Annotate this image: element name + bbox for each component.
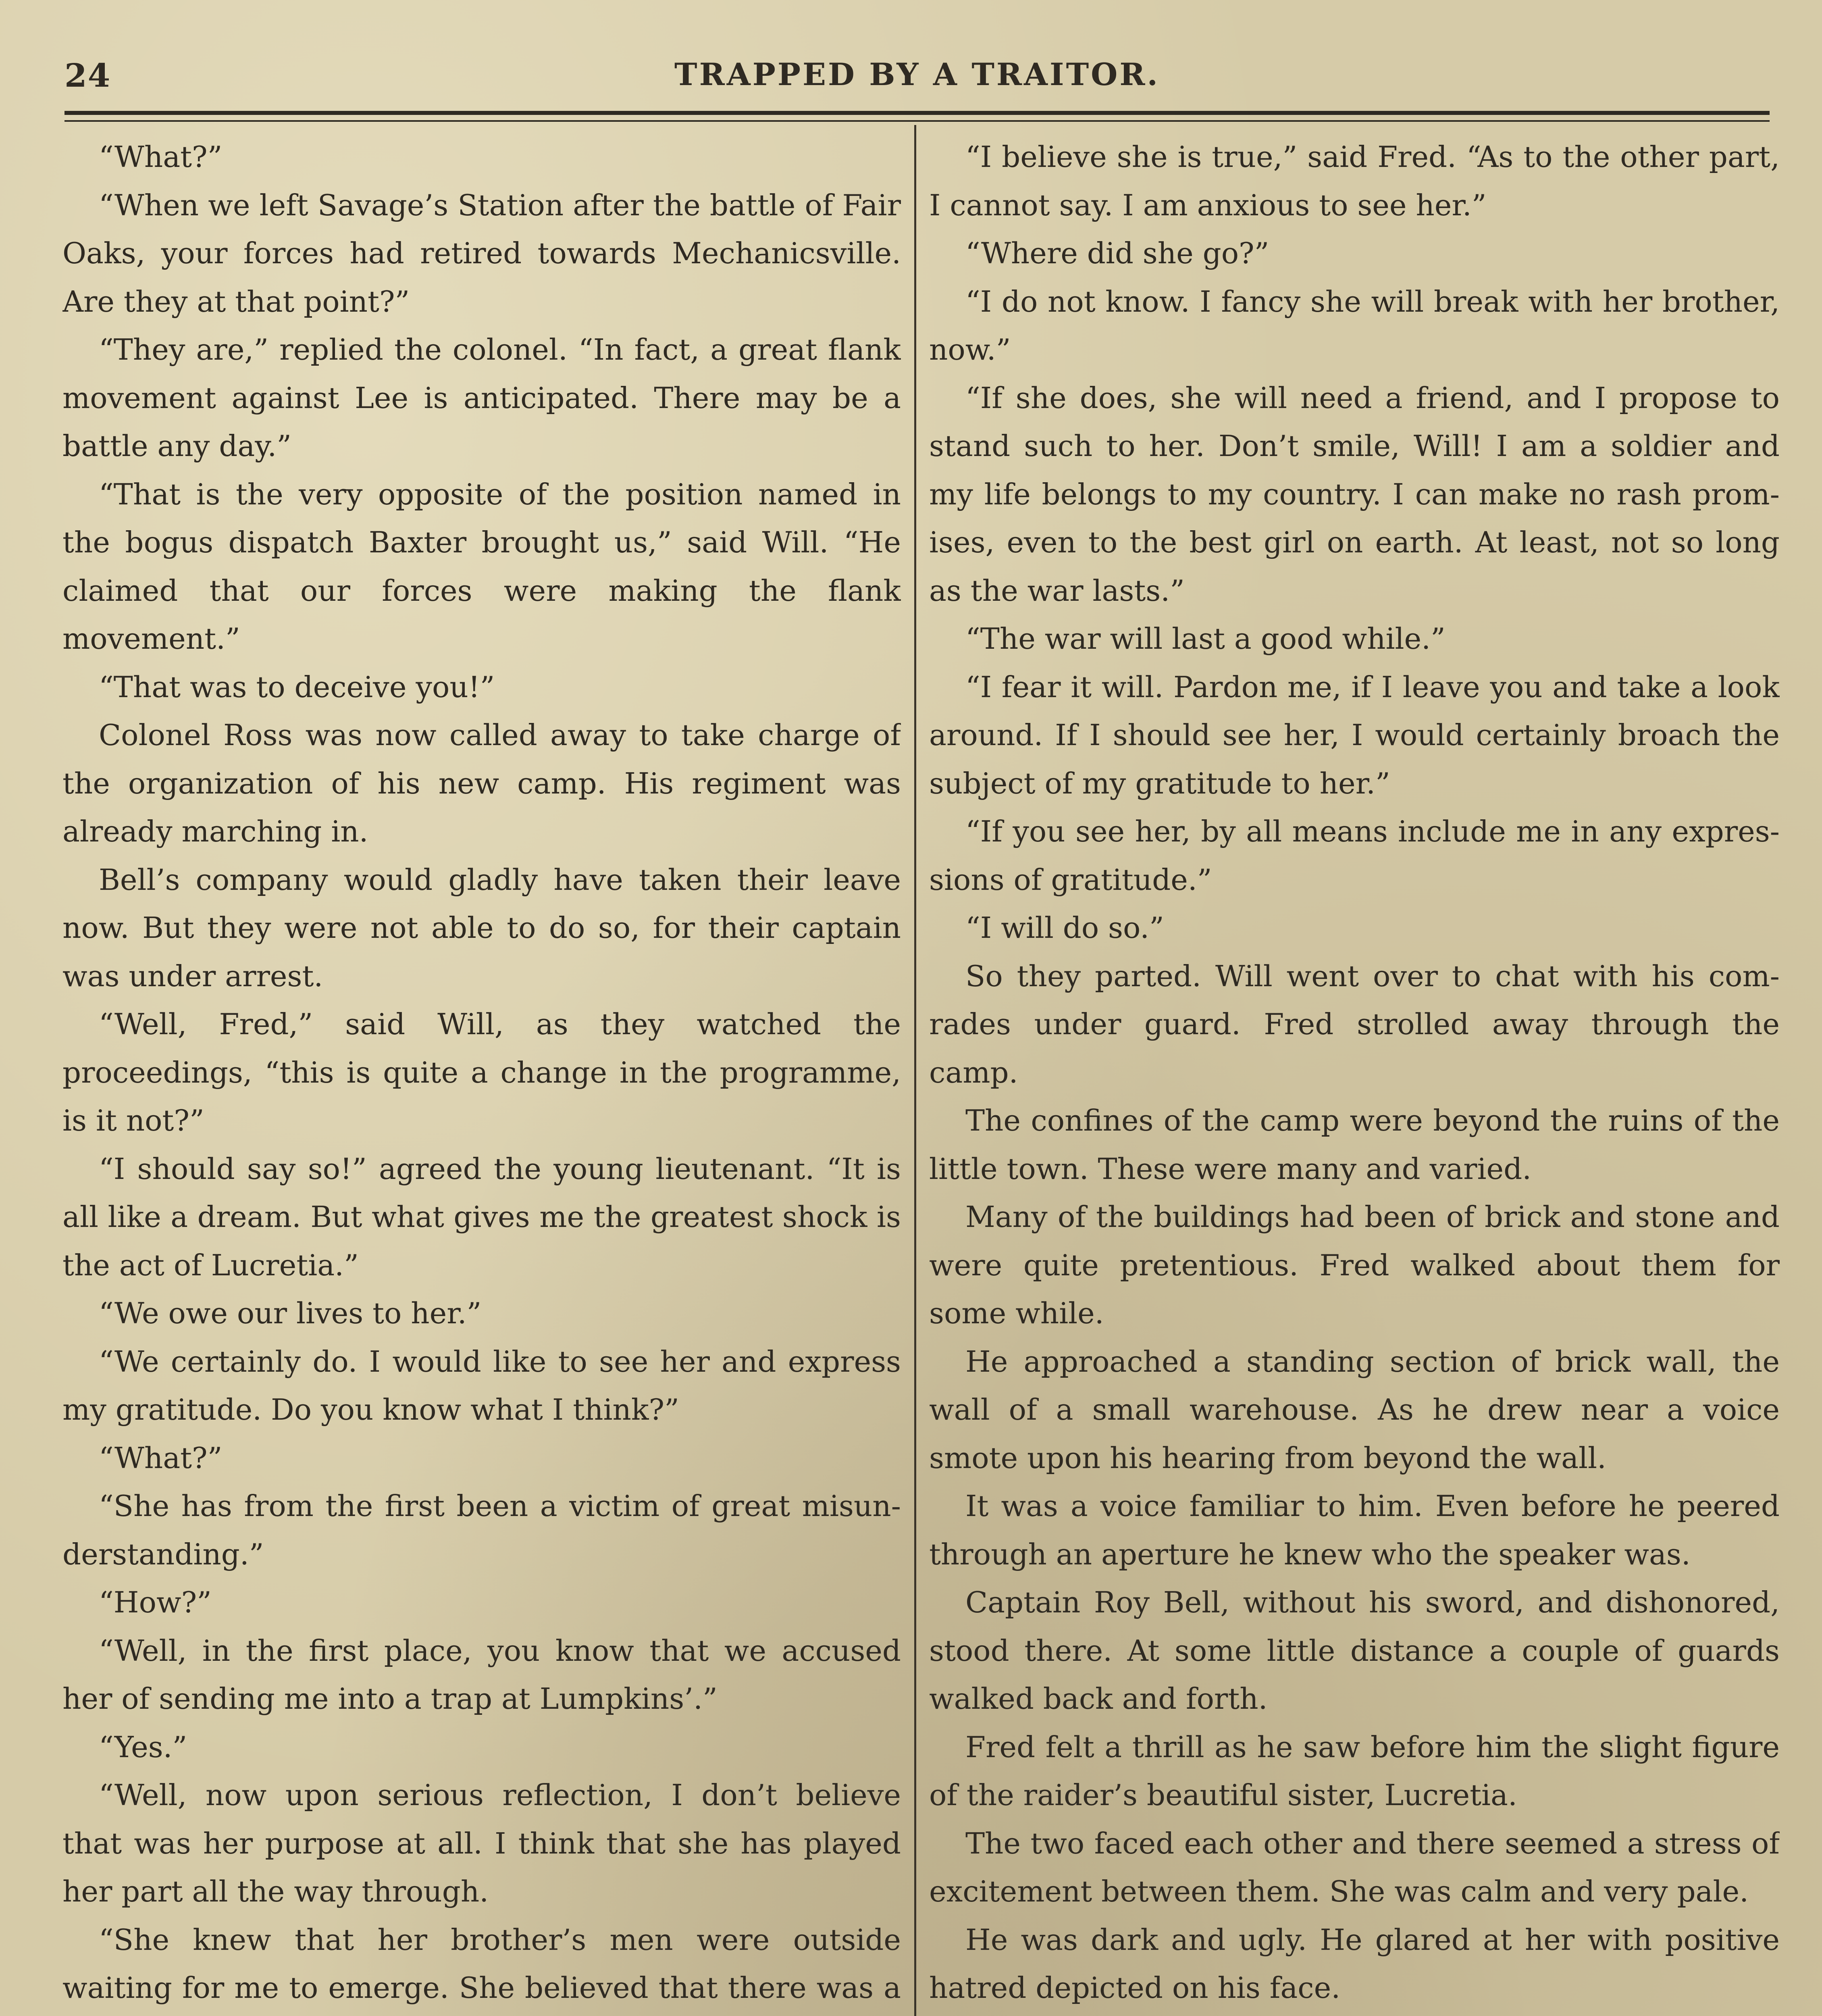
- paragraph: “How?”: [99, 1585, 212, 1619]
- paragraph: “We certainly do. I would like to see her and express my gratitude. Do you know what I think?”: [62, 1344, 901, 1427]
- running-title: TRAPPED BY A TRAITOR.: [674, 56, 1160, 92]
- paragraph: The confines of the camp were beyond the ruins of the little town. These were many and varied.: [929, 1104, 1780, 1186]
- paragraph: [929, 2012, 1780, 2016]
- paragraph: Colonel Ross was now called away to take charge of the organization of his new camp. His regiment was already marching in.: [62, 718, 901, 848]
- paragraph: It was a voice familiar to him. Even before he peered through an aperture he knew who the speaker was.: [929, 1489, 1780, 1571]
- page-number: 24: [64, 56, 111, 94]
- paragraph: The two faced each other and there seemed a stress of excitement between them. She was calm and very pale.: [929, 1826, 1780, 1908]
- paragraph: “Well, now upon serious reflection, I don’t believe that was her purpose at all. I think that she has played her part all the way through.: [62, 1778, 901, 1908]
- left-text-column: [62, 133, 901, 2016]
- paragraph: “That was to deceive you!”: [99, 670, 495, 704]
- paragraph: Captain Roy Bell, without his sword, and dishonored, stood there. At some little distance a couple of guards walked back and forth.: [929, 1585, 1780, 1716]
- column-divider: [914, 125, 916, 2016]
- paragraph: “I should say so!” agreed the young lieutenant. “It is all like a dream. But what gives me the greatest shock is the act of Lucretia.”: [62, 1152, 901, 1282]
- paragraph: So they parted. Will went over to chat with his comrades under guard. Fred strolled away through the camp.: [929, 959, 1780, 1089]
- paragraph: “If she does, she will need a friend, and I propose to stand such to her. Don’t smile, Will! I am a soldier and my life belongs to my country. I can make no rash promises, even to the best girl on earth. At least, not so long as the war lasts.”: [929, 381, 1780, 608]
- paragraph: “She has from the first been a victim of great misunderstanding.”: [62, 1489, 901, 1571]
- header-rule-thick: [64, 111, 1770, 115]
- paragraph: “I do not know. I fancy she will break with her brother, now.”: [929, 284, 1780, 367]
- paragraph: “When we left Savage’s Station after the battle of Fair Oaks, your forces had retired towards Mechanicsville. Are they at that point?”: [62, 188, 901, 319]
- paragraph: “They are,” replied the colonel. “In fact, a great flank movement against Lee is anticipated. There may be a battle any day.”: [62, 333, 901, 463]
- paragraph: Fred felt a thrill as he saw before him the slight figure of the raider’s beautiful sister, Lucretia.: [929, 1730, 1780, 1812]
- paragraph: “I will do so.”: [965, 911, 1164, 945]
- paragraph: “Well, in the first place, you know that we accused her of sending me into a trap at Lumpkins’.”: [62, 1633, 901, 1716]
- running-header: [64, 48, 1770, 105]
- paragraph: “I believe she is true,” said Fred. “As to the other part, I cannot say. I am anxious to see her.”: [929, 140, 1780, 222]
- paragraph: He approached a standing section of brick wall, the wall of a small warehouse. As he drew near a voice smote upon his hearing from beyond the wall.: [929, 1344, 1780, 1475]
- paragraph: “That is the very opposite of the position named in the bogus dispatch Baxter brought us,” said Will. “He claimed that our forces were making the flank movement.”: [62, 477, 901, 656]
- right-text-column: [929, 133, 1780, 2016]
- paragraph: He was dark and ugly. He glared at her with positive hatred depicted on his face.: [929, 1922, 1780, 2005]
- paragraph: “Where did she go?”: [965, 236, 1269, 270]
- paragraph: Many of the buildings had been of brick and stone and were quite pretentious. Fred walked about them for some while.: [929, 1200, 1780, 1330]
- paragraph: “What?”: [99, 1441, 223, 1475]
- paragraph: “If you see her, by all means include me in any expressions of gratitude.”: [929, 814, 1780, 897]
- paragraph: “Yes.”: [99, 1730, 187, 1764]
- paragraph: “The war will last a good while.”: [965, 622, 1446, 656]
- header-rule-thin: [64, 120, 1770, 122]
- paragraph: “I fear it will. Pardon me, if I leave you and take a look around. If I should see her, I would certainly broach the subject of my gratitude to her.”: [929, 670, 1780, 800]
- paragraph: “We owe our lives to her.”: [99, 1296, 482, 1330]
- paragraph: “Well, Fred,” said Will, as they watched the proceedings, “this is quite a change in the programme, is it not?”: [62, 1007, 901, 1137]
- paragraph: Bell’s company would gladly have taken their leave now. But they were not able to do so, for their captain was under arrest.: [62, 862, 901, 993]
- paragraph: “She knew that her brother’s men were outside waiting for me to emerge. She believed that there was a: [62, 1922, 901, 2005]
- paragraph: “What?”: [99, 140, 223, 174]
